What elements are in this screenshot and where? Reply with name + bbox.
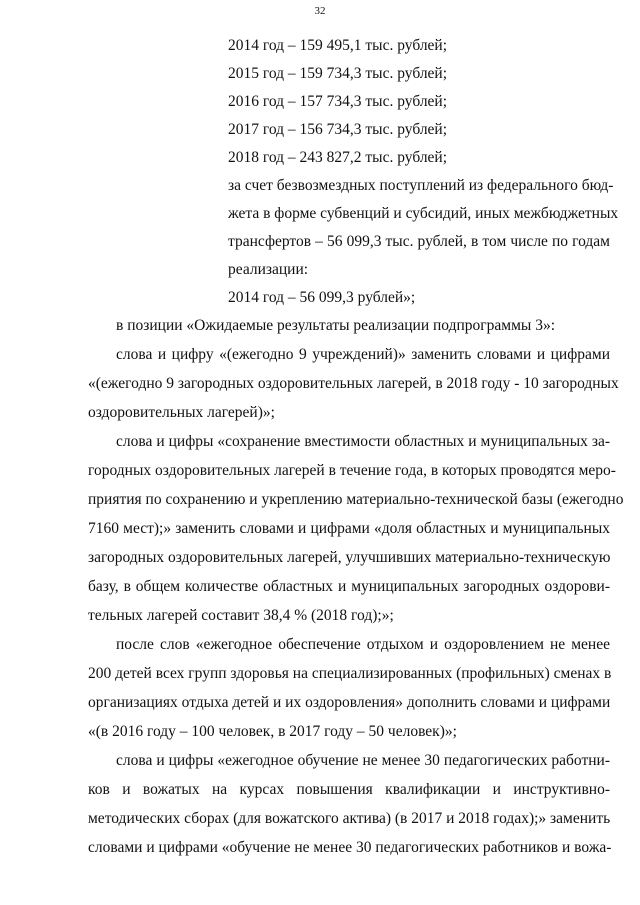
text-line: методических сборах (для вожатского актива) (в 2017 и 2018 годах);» заменить xyxy=(88,810,611,827)
text-line: словами и цифрами «обучение не менее 30 педагогических работников и вожа- xyxy=(88,839,612,856)
text-line: в позиции «Ожидаемые результаты реализации подпрограммы 3»: xyxy=(116,317,555,334)
text-line: 200 детей всех групп здоровья на специализированных (профильных) сменах в xyxy=(88,665,612,682)
page-number: 32 xyxy=(314,5,326,17)
text-line: загородных оздоровительных лагерей, улучшивших материально-техническую xyxy=(88,549,611,566)
text-line: приятия по сохранению и укреплению материально-технической базы (ежегодно xyxy=(88,491,624,508)
text-line: 2014 год – 56 099,3 рублей»; xyxy=(228,289,416,306)
text-line: 2015 год – 159 734,3 тыс. рублей; xyxy=(228,65,448,82)
text-line: оздоровительных лагерей)»; xyxy=(88,404,275,421)
text-line: жета в форме субвенций и субсидий, иных межбюджетных xyxy=(228,205,619,222)
text-line: «(ежегодно 9 загородных оздоровительных лагерей, в 2018 году - 10 загородных xyxy=(88,375,619,392)
text-line: организациях отдыха детей и их оздоровления» дополнить словами и цифрами xyxy=(88,694,611,711)
text-line: слова и цифры «ежегодное обучение не менее 30 педагогических работни- xyxy=(116,752,610,769)
text-line: ков и вожатых на курсах повышения квалификации и инструктивно- xyxy=(88,781,610,798)
text-line: 2016 год – 157 734,3 тыс. рублей; xyxy=(228,93,448,110)
text-line: «(в 2016 году – 100 человек, в 2017 году – 50 человек)»; xyxy=(88,723,457,740)
text-line: 2017 год – 156 734,3 тыс. рублей; xyxy=(228,121,448,138)
text-line: реализации: xyxy=(228,261,309,278)
text-line: 7160 мест);» заменить словами и цифрами «доля областных и муниципальных xyxy=(88,520,610,537)
text-line: слова и цифру «(ежегодно 9 учреждений)» заменить словами и цифрами xyxy=(116,346,610,363)
text-line: после слов «ежегодное обеспечение отдыхом и оздоровлением не менее xyxy=(116,636,610,653)
text-line: 2014 год – 159 495,1 тыс. рублей; xyxy=(228,37,448,54)
text-line: тельных лагерей составит 38,4 % (2018 год);»; xyxy=(88,607,394,624)
text-line: 2018 год – 243 827,2 тыс. рублей; xyxy=(228,149,448,166)
text-line: базу, в общем количестве областных и муниципальных загородных оздорови- xyxy=(88,578,610,595)
text-line: городных оздоровительных лагерей в течение года, в которых проводятся меро- xyxy=(88,462,616,479)
text-line: слова и цифры «сохранение вместимости областных и муниципальных за- xyxy=(116,433,610,450)
text-line: за счет безвозмездных поступлений из федерального бюд- xyxy=(228,177,614,194)
text-line: трансфертов – 56 099,3 тыс. рублей, в том числе по годам xyxy=(228,233,610,250)
